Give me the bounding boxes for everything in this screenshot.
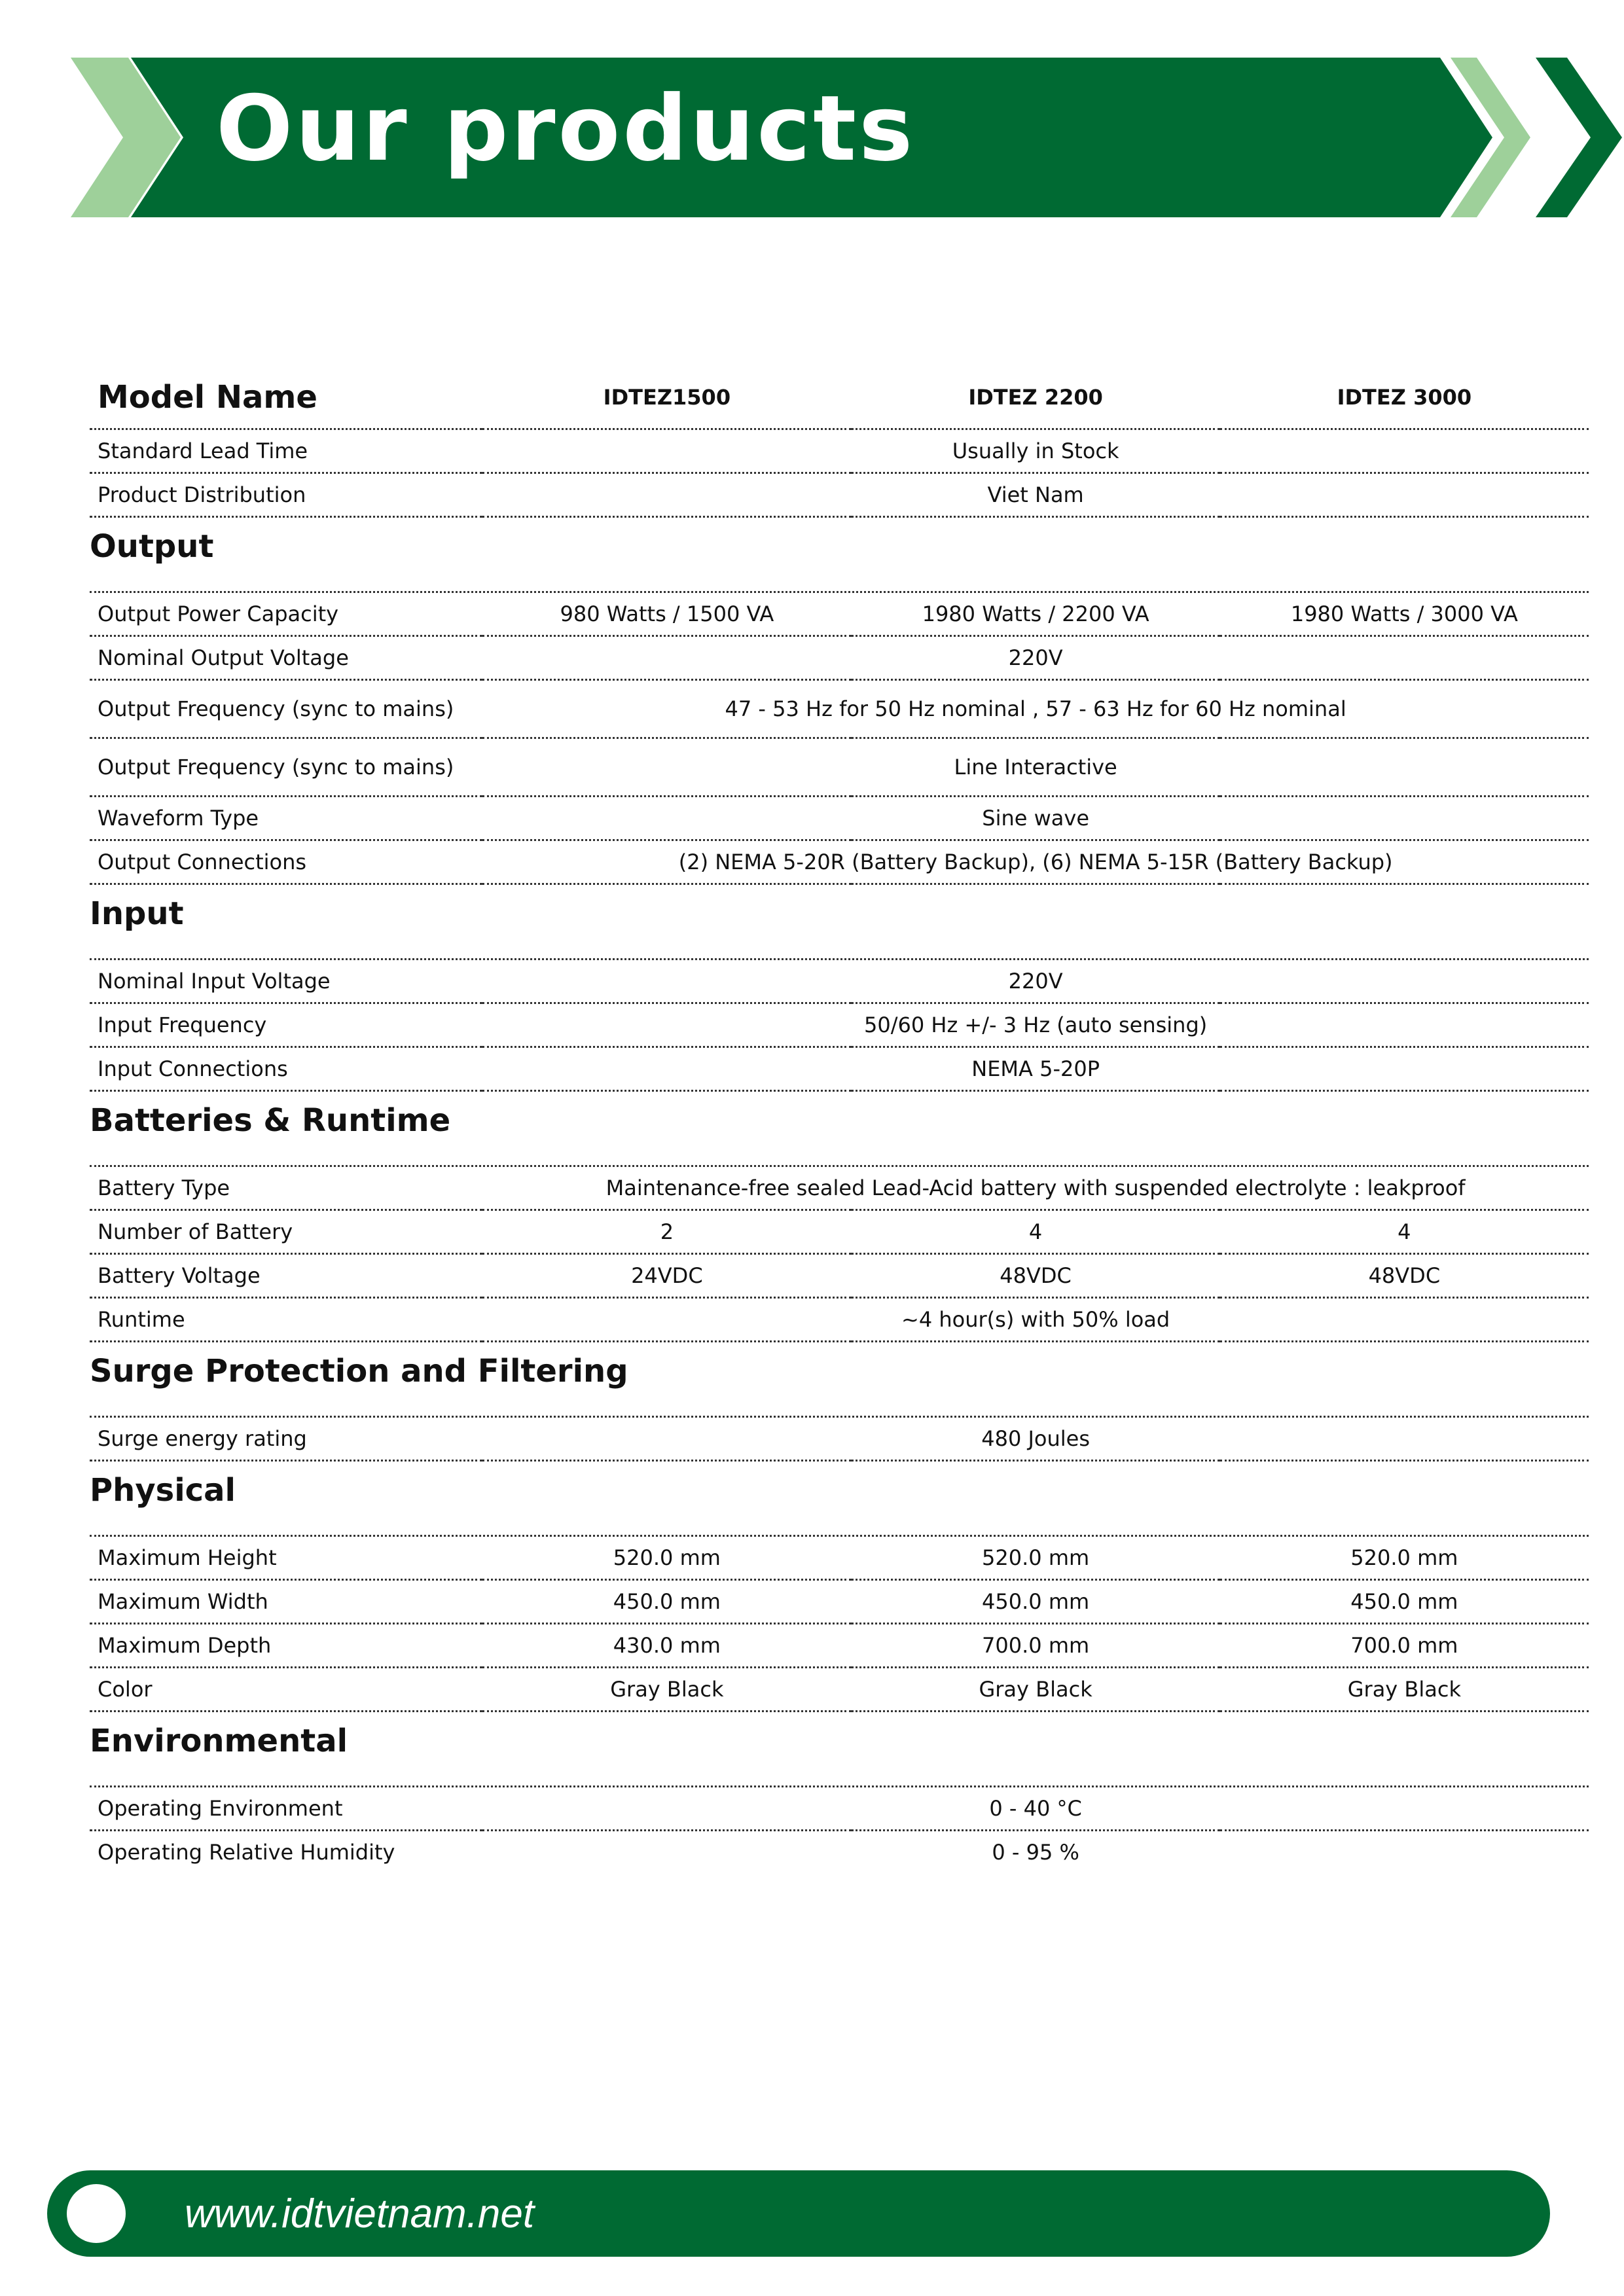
- output-table: [90, 593, 1589, 885]
- row-value: 4: [1220, 1210, 1589, 1254]
- table-row: [90, 1668, 1589, 1712]
- row-value: 980 Watts / 1500 VA: [482, 593, 851, 636]
- right-dark-chevron: [1536, 58, 1622, 217]
- row-label: Output Frequency (sync to mains): [90, 680, 482, 738]
- row-value: 24VDC: [482, 1254, 851, 1298]
- row-value: 48VDC: [1220, 1254, 1589, 1298]
- model-table: [90, 367, 1589, 518]
- row-value: 220V: [482, 636, 1589, 680]
- section-surge: [90, 1342, 1589, 1462]
- row-label: Maximum Depth: [90, 1624, 482, 1668]
- input-table: [90, 960, 1589, 1092]
- row-value: Sine wave: [482, 797, 1589, 840]
- table-row: [90, 636, 1589, 680]
- row-value: Gray Black: [851, 1668, 1219, 1712]
- section-input: [90, 885, 1589, 1092]
- table-row: [90, 1003, 1589, 1047]
- row-label: Output Frequency (sync to mains): [90, 738, 482, 797]
- table-row: [90, 1047, 1589, 1091]
- row-value: 520.0 mm: [851, 1537, 1219, 1580]
- model-name: IDTEZ 2200: [851, 367, 1219, 429]
- row-label: Input Connections: [90, 1047, 482, 1091]
- section-title: Surge Protection and Filtering: [90, 1342, 1589, 1418]
- row-label: Nominal Input Voltage: [90, 960, 482, 1003]
- environmental-table: [90, 1787, 1589, 1873]
- row-value: 450.0 mm: [482, 1580, 851, 1624]
- row-value: Viet Nam: [482, 473, 1589, 517]
- row-label: Operating Environment: [90, 1787, 482, 1831]
- row-value: 700.0 mm: [851, 1624, 1219, 1668]
- row-label: Battery Voltage: [90, 1254, 482, 1298]
- section-title: Input: [90, 885, 1589, 960]
- section-physical: [90, 1462, 1589, 1712]
- table-row: [90, 1831, 1589, 1874]
- row-value: 480 Joules: [482, 1418, 1589, 1461]
- table-row: [90, 429, 1589, 473]
- section-title: Physical: [90, 1462, 1589, 1537]
- row-value: Line Interactive: [482, 738, 1589, 797]
- row-label: Maximum Height: [90, 1537, 482, 1580]
- row-value: 0 - 40 °C: [482, 1787, 1589, 1831]
- table-row: [90, 1787, 1589, 1831]
- row-value: NEMA 5-20P: [482, 1047, 1589, 1091]
- row-label: Operating Relative Humidity: [98, 1839, 395, 1865]
- section-title: Environmental: [90, 1712, 1589, 1787]
- table-row: [90, 1624, 1589, 1668]
- row-value: 220V: [482, 960, 1589, 1003]
- section-output: [90, 518, 1589, 885]
- section-environmental: [90, 1712, 1589, 1873]
- footer-circle-icon: [67, 2184, 126, 2243]
- table-row: [90, 1254, 1589, 1298]
- row-value: 450.0 mm: [1220, 1580, 1589, 1624]
- batteries-table: [90, 1167, 1589, 1342]
- row-value: 1980 Watts / 3000 VA: [1220, 593, 1589, 636]
- table-row: [90, 1537, 1589, 1580]
- table-row: [90, 840, 1589, 884]
- model-name: IDTEZ 3000: [1220, 367, 1589, 429]
- surge-table: [90, 1418, 1589, 1462]
- row-value: 700.0 mm: [1220, 1624, 1589, 1668]
- row-label: Output Connections: [90, 840, 482, 884]
- row-label: Maximum Width: [90, 1580, 482, 1624]
- model-name-label: Model Name: [90, 367, 482, 429]
- row-label: Input Frequency: [90, 1003, 482, 1047]
- page-title: Our products: [216, 76, 916, 181]
- row-value: Maintenance-free sealed Lead-Acid battery with suspended electrolyte : leakproof: [482, 1167, 1589, 1210]
- row-label: Nominal Output Voltage: [90, 636, 482, 680]
- row-value: Gray Black: [482, 1668, 851, 1712]
- model-name: IDTEZ1500: [482, 367, 851, 429]
- table-row: [90, 738, 1589, 797]
- model-header-row: [90, 367, 1589, 429]
- row-label: Standard Lead Time: [90, 429, 482, 473]
- row-value: 450.0 mm: [851, 1580, 1219, 1624]
- row-value: Gray Black: [1220, 1668, 1589, 1712]
- row-value: 48VDC: [851, 1254, 1219, 1298]
- row-value: 4: [851, 1210, 1219, 1254]
- section-title: Batteries & Runtime: [90, 1092, 1589, 1167]
- row-label: Product Distribution: [90, 473, 482, 517]
- physical-table: [90, 1537, 1589, 1712]
- section-title: Output: [90, 518, 1589, 593]
- row-label: Surge energy rating: [90, 1418, 482, 1461]
- row-label: Waveform Type: [90, 797, 482, 840]
- table-row: [90, 1210, 1589, 1254]
- row-value: (2) NEMA 5-20R (Battery Backup), (6) NEMA 5-15R (Battery Backup): [482, 840, 1589, 884]
- table-row: [90, 1167, 1589, 1210]
- section-batteries: [90, 1092, 1589, 1342]
- row-value: 520.0 mm: [482, 1537, 851, 1580]
- header-banner: [0, 0, 1624, 236]
- table-row: [90, 1580, 1589, 1624]
- table-row: [90, 473, 1589, 517]
- row-value: 47 - 53 Hz for 50 Hz nominal , 57 - 63 Hz for 60 Hz nominal: [482, 680, 1589, 738]
- table-row: [90, 797, 1589, 840]
- row-value: Usually in Stock: [482, 429, 1589, 473]
- row-value: 2: [482, 1210, 851, 1254]
- row-label: Color: [90, 1668, 482, 1712]
- table-row: [90, 1418, 1589, 1461]
- table-row: [90, 1298, 1589, 1342]
- table-row: [90, 593, 1589, 636]
- row-value: 520.0 mm: [1220, 1537, 1589, 1580]
- table-row: [90, 960, 1589, 1003]
- row-value: 1980 Watts / 2200 VA: [851, 593, 1219, 636]
- table-row: [90, 680, 1589, 738]
- row-label: Output Power Capacity: [90, 593, 482, 636]
- row-label: Battery Type: [90, 1167, 482, 1210]
- website-link[interactable]: www.idtvietnam.net: [185, 2191, 535, 2236]
- row-label: Number of Battery: [90, 1210, 482, 1254]
- row-value: 430.0 mm: [482, 1624, 851, 1668]
- spec-sheet: [90, 367, 1589, 1873]
- row-label: Runtime: [90, 1298, 482, 1342]
- row-value: ~4 hour(s) with 50% load: [482, 1298, 1589, 1342]
- row-value: 50/60 Hz +/- 3 Hz (auto sensing): [482, 1003, 1589, 1047]
- footer-bar: [47, 2170, 1550, 2257]
- row-value: 0 - 95 %: [992, 1840, 1079, 1865]
